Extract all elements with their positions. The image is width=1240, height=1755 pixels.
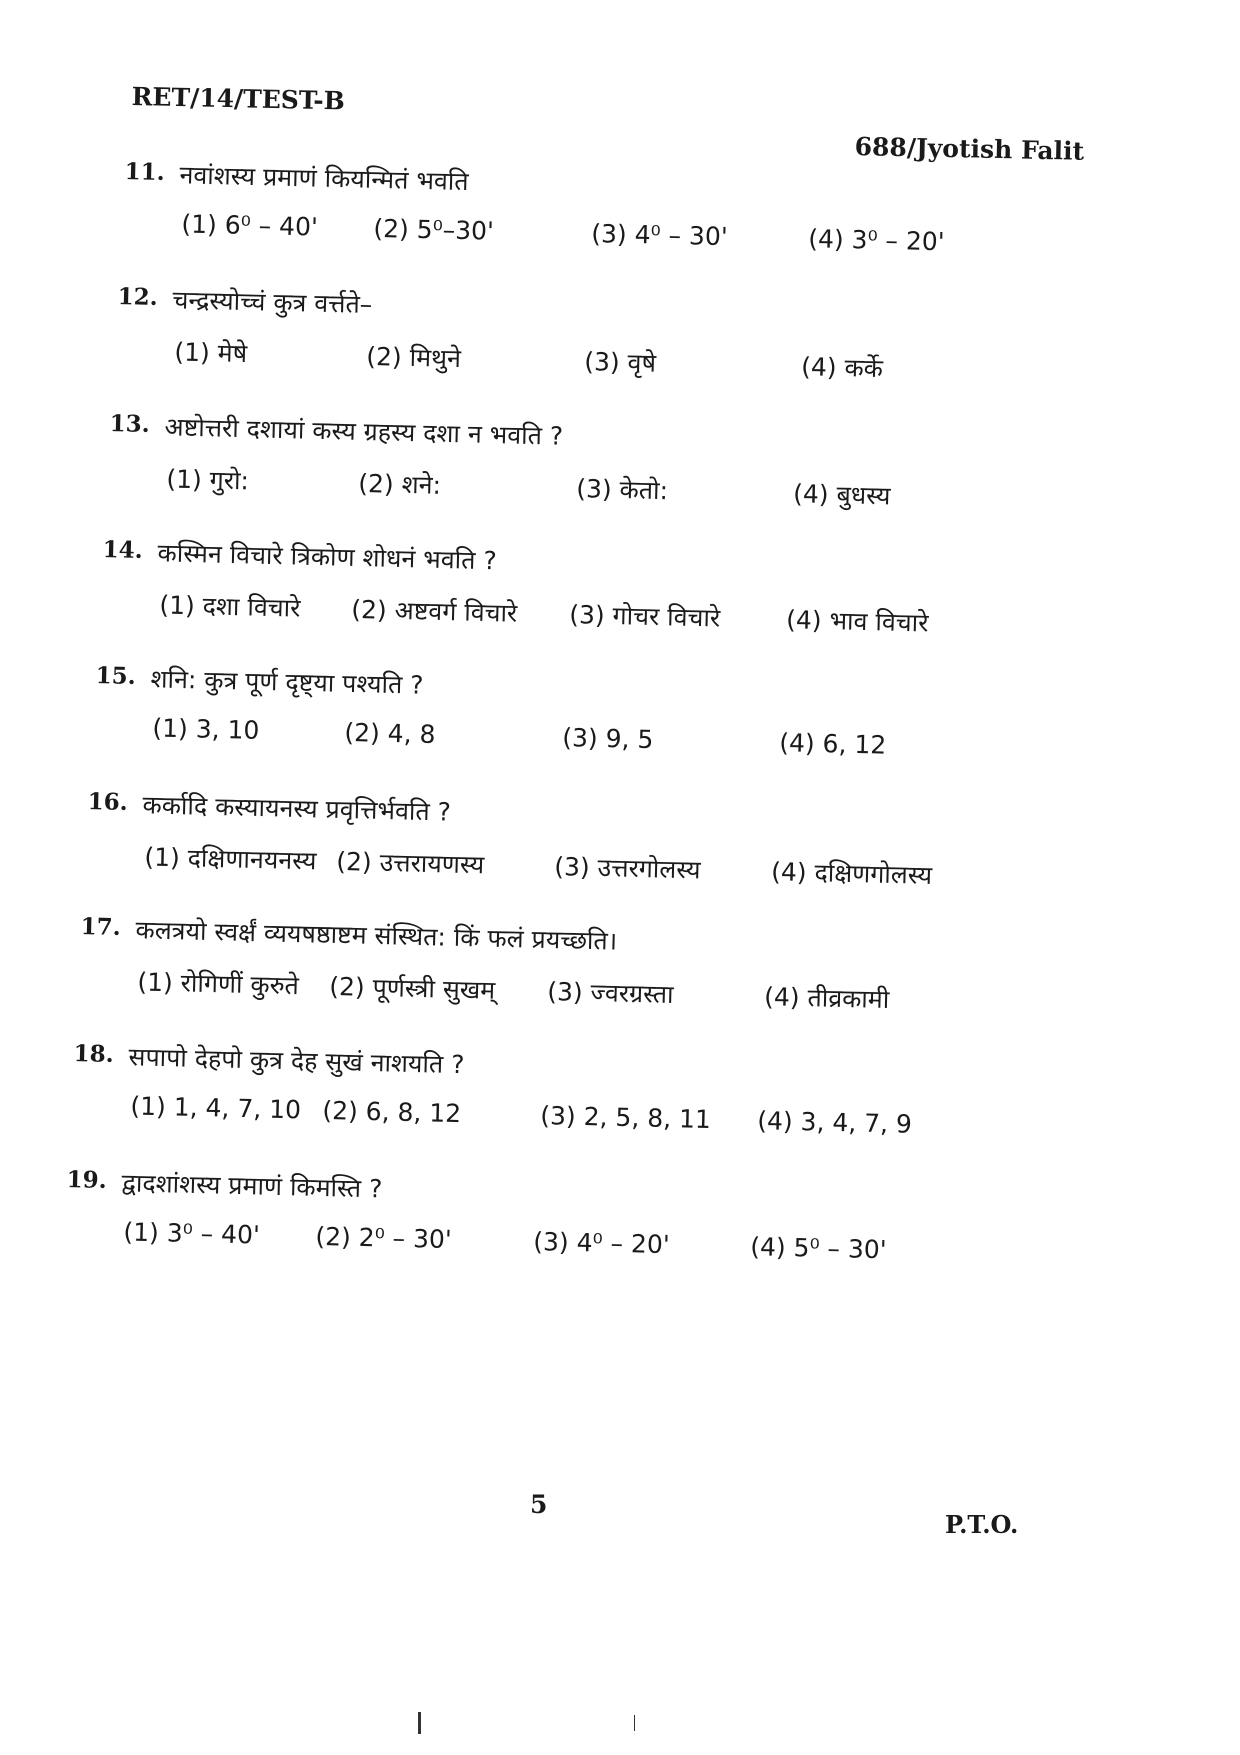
option-1: (1) 6⁰ – 40' bbox=[181, 209, 319, 242]
option-2: (2) मिथुने bbox=[365, 341, 462, 374]
option-1: (1) मेषे bbox=[174, 337, 248, 369]
option-3: (3) 9, 5 bbox=[562, 723, 654, 755]
question-number: 16. bbox=[87, 788, 129, 816]
option-3: (3) ज्वरग्रस्ता bbox=[546, 977, 674, 1009]
question-text: शनि: कुत्र पूर्ण दृष्ट्या पश्यति ? bbox=[150, 664, 424, 700]
question-number: 19. bbox=[66, 1166, 108, 1194]
question-item bbox=[64, 1166, 1046, 1299]
question-item bbox=[115, 283, 1097, 416]
option-3: (3) 4⁰ – 30' bbox=[591, 219, 729, 252]
question-item bbox=[93, 662, 1075, 795]
option-4: (4) बुधस्य bbox=[792, 479, 891, 511]
question-item bbox=[78, 913, 1060, 1046]
option-1: (1) रोगिणीं कुरुते bbox=[137, 967, 300, 1001]
option-4: (4) तीव्रकामी bbox=[763, 982, 890, 1015]
option-1: (1) दशा विचारे bbox=[159, 590, 301, 623]
option-4: (4) कर्के bbox=[800, 352, 884, 384]
option-1: (1) 1, 4, 7, 10 bbox=[130, 1091, 302, 1125]
option-4: (4) 3, 4, 7, 9 bbox=[756, 1106, 913, 1139]
page-number: 5 bbox=[530, 1490, 548, 1519]
question-text: द्वादशांशस्य प्रमाणं किमस्ति ? bbox=[121, 1168, 383, 1204]
option-3: (3) उत्तरगोलस्य bbox=[553, 852, 701, 885]
option-1: (1) गुरो: bbox=[166, 464, 250, 496]
option-2: (2) उत्तरायणस्य bbox=[335, 846, 485, 880]
option-4: (4) 5⁰ – 30' bbox=[749, 1232, 887, 1265]
question-text: चन्द्रस्योच्चं कुत्र वर्त्तते– bbox=[172, 285, 373, 319]
question-number: 14. bbox=[102, 536, 144, 564]
paper-code: RET/14/TEST-B bbox=[131, 82, 346, 116]
question-number: 17. bbox=[80, 913, 122, 941]
question-number: 13. bbox=[109, 410, 151, 438]
question-number: 15. bbox=[95, 662, 137, 690]
question-item bbox=[122, 158, 1104, 291]
option-2: (2) 2⁰ – 30' bbox=[315, 1221, 453, 1255]
option-2: (2) 4, 8 bbox=[344, 717, 436, 750]
question-item bbox=[85, 788, 1067, 921]
question-text: कस्मिन विचारे त्रिकोण शोधनं भवति ? bbox=[157, 538, 498, 576]
question-text: कलत्रयो स्वर्क्षं व्ययषष्ठाष्टम संस्थित: किं फलं प्रयच्छति। bbox=[135, 915, 618, 956]
option-1: (1) 3, 10 bbox=[152, 713, 260, 745]
scan-mark bbox=[634, 1715, 635, 1731]
option-4: (4) दक्षिणगोलस्य bbox=[770, 857, 933, 890]
option-4: (4) 6, 12 bbox=[778, 728, 887, 760]
pto-label: P.T.O. bbox=[945, 1510, 1019, 1539]
option-3: (3) वृषे bbox=[583, 347, 657, 378]
question-item bbox=[71, 1040, 1053, 1173]
option-2: (2) 5⁰–30' bbox=[373, 213, 495, 246]
question-text: अष्टोत्तरी दशायां कस्य ग्रहस्य दशा न भवति ? bbox=[164, 412, 564, 451]
option-2: (2) अष्टवर्ग विचारे bbox=[350, 594, 518, 628]
option-4: (4) 3⁰ – 20' bbox=[807, 224, 945, 257]
option-2: (2) शने: bbox=[357, 468, 442, 500]
option-2: (2) पूर्णस्त्री सुखम् bbox=[328, 971, 496, 1005]
question-number: 11. bbox=[124, 158, 166, 186]
option-1: (1) 3⁰ – 40' bbox=[123, 1217, 261, 1250]
subject-code: 688/Jyotish Falit bbox=[854, 132, 1085, 166]
option-2: (2) 6, 8, 12 bbox=[322, 1095, 462, 1129]
question-text: नवांशस्य प्रमाणं कियन्मितं भवति bbox=[179, 160, 469, 197]
option-3: (3) केतो: bbox=[575, 474, 669, 506]
option-4: (4) भाव विचारे bbox=[785, 605, 929, 638]
question-item bbox=[107, 410, 1089, 543]
option-3: (3) 2, 5, 8, 11 bbox=[540, 1101, 712, 1135]
question-item bbox=[100, 536, 1082, 669]
option-1: (1) दक्षिणानयनस्य bbox=[144, 842, 317, 876]
question-text: सपापो देहपो कुत्र देह सुखं नाशयति ? bbox=[128, 1042, 465, 1080]
scan-mark bbox=[418, 1712, 421, 1734]
question-number: 18. bbox=[73, 1040, 115, 1068]
question-number: 12. bbox=[117, 283, 159, 311]
option-3: (3) गोचर विचारे bbox=[568, 600, 721, 633]
option-3: (3) 4⁰ – 20' bbox=[533, 1227, 671, 1260]
question-text: कर्कादि कस्यायनस्य प्रवृत्तिर्भवति ? bbox=[142, 790, 452, 827]
